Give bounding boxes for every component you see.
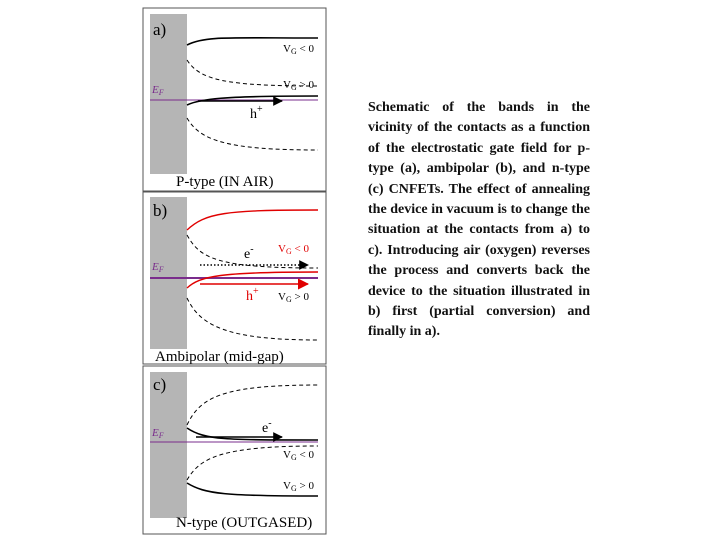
panel-b	[143, 192, 326, 365]
panel-b-hole-label: h+	[246, 286, 259, 304]
panel-b-title: Ambipolar (mid-gap)	[155, 349, 284, 365]
panel-b-electron-label: e-	[244, 244, 254, 262]
panel-c-carrier-label: e-	[262, 418, 272, 436]
panel-c-title: N-type (OUTGASED)	[176, 515, 313, 531]
panel-a	[143, 8, 326, 191]
panel-b-gate-label-neg: VG < 0	[278, 243, 309, 256]
panel-c-gate-label-neg: VG < 0	[283, 449, 314, 462]
panel-c-fermi-label: EF	[152, 427, 164, 440]
panel-a-title: P-type (IN AIR)	[176, 174, 274, 190]
panel-a-letter: a)	[153, 20, 167, 39]
panel-b-fermi-label: EF	[152, 261, 164, 274]
panel-b-gate-label-pos: VG > 0	[278, 291, 309, 304]
panel-a-gate-label-pos: VG > 0	[283, 79, 314, 92]
panel-c-letter: c)	[153, 375, 167, 394]
panel-a-gate-label-neg: VG < 0	[283, 43, 314, 56]
panel-b-letter: b)	[153, 201, 168, 220]
panel-a-carrier-label: h+	[250, 104, 263, 122]
figure-caption: Schematic of the bands in the vicinity of the contacts as a function of the electrostatic gate field for p-type (a), ambipolar (b), and n-type (c) CNFETs. The effect of annealing the device in vacuum is to change the situation at the contacts from a) to c). Introducing air (oxygen) reverses the process and converts back the device to the situation illustrated in b) first (partial conversion) and finally in a).	[368, 100, 590, 340]
panel-a-fermi-label: EF	[152, 84, 164, 97]
panel-c-gate-label-pos: VG > 0	[283, 480, 314, 493]
panel-c	[143, 366, 326, 534]
